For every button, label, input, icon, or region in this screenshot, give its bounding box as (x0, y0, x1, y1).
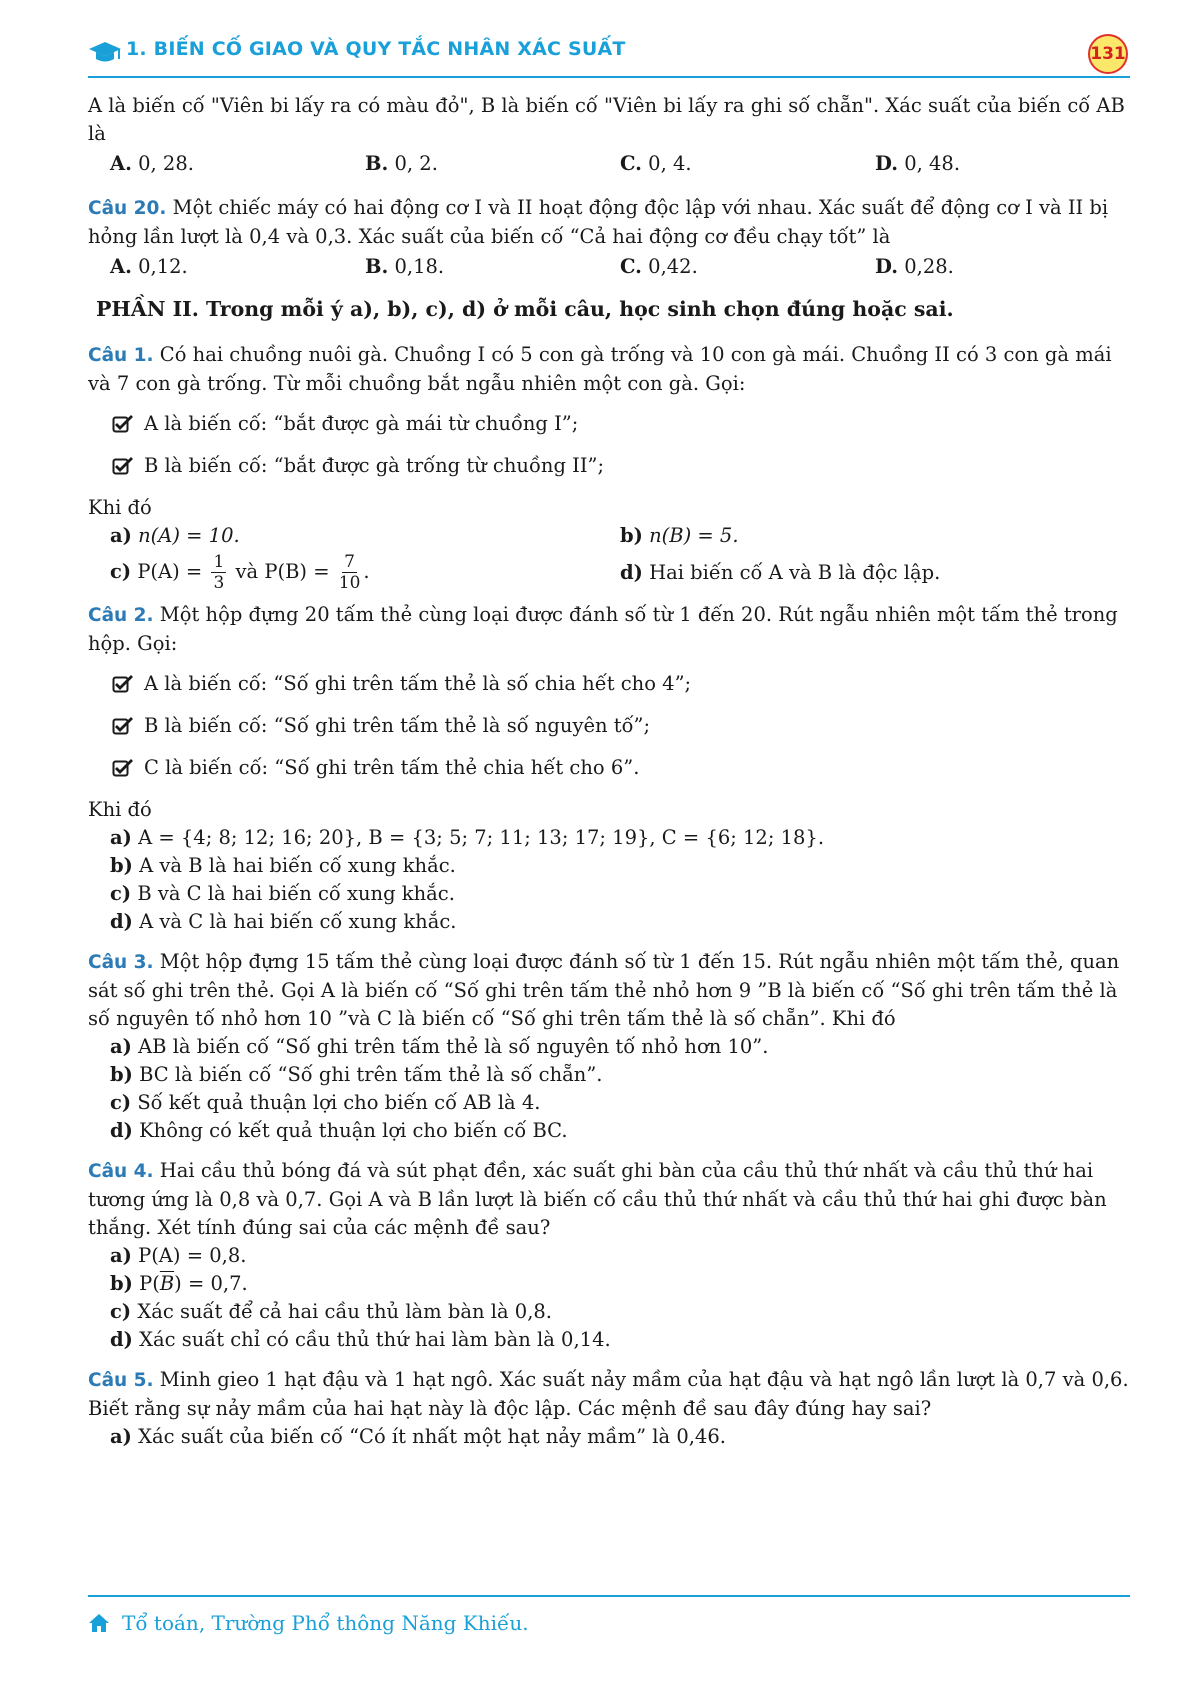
option-d: D. 0,28. (875, 255, 954, 278)
page-number-badge: 131 (1088, 34, 1128, 74)
intro-question: A là biến cố "Viên bi lấy ra có màu đỏ", B là biến cố "Viên bi lấy ra ghi số chẵn". Xác suất của biến cố AB là (88, 94, 1125, 145)
footer-text: Tổ toán, Trường Phổ thông Năng Khiếu. (122, 1611, 529, 1635)
statement-c: c) Số kết quả thuận lợi cho biến cố AB là 4. (110, 1091, 541, 1114)
bullet-item: B là biến cố: “bắt được gà trống từ chuồng II”; (112, 452, 1130, 480)
statement-c: c) B và C là hai biến cố xung khắc. (110, 882, 455, 905)
statement-b: b) A và B là hai biến cố xung khắc. (110, 854, 456, 877)
khi-do-label: Khi đó (88, 798, 152, 821)
part-2-heading: PHẦN II. Trong mỗi ý a), b), c), d) ở mỗi câu, học sinh chọn đúng hoặc sai. (96, 297, 954, 321)
option-c: C. 0, 4. (620, 152, 692, 175)
option-a: A. 0,12. (110, 255, 188, 278)
statement-d: d) A và C là hai biến cố xung khắc. (110, 910, 457, 933)
question-1: Câu 1. Có hai chuồng nuôi gà. Chuồng I có 5 con gà trống và 10 con gà mái. Chuồng II có 3 con gà mái và 7 con gà trống. Từ mỗi chuồng bắt ngẫu nhiên một con gà. Gọi: (88, 343, 1112, 395)
checkbox-icon (112, 716, 134, 736)
statement-a: a) Xác suất của biến cố “Có ít nhất một hạt nảy mầm” là 0,46. (110, 1425, 726, 1448)
fraction: $\frac{1}{3}$ (213, 552, 225, 593)
question-2: Câu 2. Một hộp đựng 20 tấm thẻ cùng loại được đánh số từ 1 đến 20. Rút ngẫu nhiên một tấm thẻ trong hộp. Gọi: (88, 603, 1118, 655)
checkbox-icon (112, 414, 134, 434)
question-20-options (110, 253, 1130, 281)
answer-row (110, 552, 1130, 593)
statement-d: d) Hai biến cố A và B là độc lập. (620, 560, 941, 584)
statement-a: a) A = {4; 8; 12; 16; 20}, B = {3; 5; 7; 11; 13; 17; 19}, C = {6; 12; 18}. (110, 826, 825, 849)
statement-c: c) Xác suất để cả hai cầu thủ làm bàn là 0,8. (110, 1300, 553, 1323)
statement-a: a) n(A) = 10. (110, 524, 240, 547)
intro-options (110, 150, 1130, 178)
bullet-item: A là biến cố: “Số ghi trên tấm thẻ là số chia hết cho 4”; (112, 670, 1130, 698)
question-20: Câu 20. Một chiếc máy có hai động cơ I và II hoạt động độc lập với nhau. Xác suất để động cơ I và II bị hỏng lần lượt là 0,4 và 0,3. Xác suất của biến cố “Cả hai động cơ đều chạy tốt” là (88, 196, 1109, 248)
statement-b: b) n(B) = 5. (620, 524, 739, 547)
statement-c: c) P(A) = $\frac{1}{3}$ và P(B) = $\frac{7}{10}$ . (110, 552, 370, 593)
bullet-item: C là biến cố: “Số ghi trên tấm thẻ chia hết cho 6”. (112, 754, 1130, 782)
question-4: Câu 4. Hai cầu thủ bóng đá và sút phạt đền, xác suất ghi bàn của cầu thủ thứ nhất và cầu thủ thứ hai tương ứng là 0,8 và 0,7. Gọi A và B lần lượt là biến cố cầu thủ thứ nhất và cầu thủ thứ hai ghi được bàn thắng. Xét tính đúng sai của các mệnh đề sau? (88, 1159, 1107, 1239)
footer-divider (88, 1595, 1130, 1597)
page-content (88, 92, 1130, 1451)
page-footer (88, 1609, 529, 1637)
graduation-cap-icon (88, 40, 122, 64)
statement-a: a) P(A) = 0,8. (110, 1244, 247, 1267)
bullet-item: A là biến cố: “bắt được gà mái từ chuồng I”; (112, 410, 1130, 438)
option-b: B. 0, 2. (365, 152, 438, 175)
statement-d: d) Không có kết quả thuận lợi cho biến cố BC. (110, 1119, 568, 1142)
fraction: $\frac{7}{10}$ (338, 552, 361, 593)
answer-row (110, 522, 1130, 550)
option-d: D. 0, 48. (875, 152, 961, 175)
option-c: C. 0,42. (620, 255, 698, 278)
khi-do-label: Khi đó (88, 496, 152, 519)
question-5: Câu 5. Minh gieo 1 hạt đậu và 1 hạt ngô. Xác suất nảy mầm của hạt đậu và hạt ngô lần lượt là 0,7 và 0,6. Biết rằng sự nảy mầm của hai hạt này là độc lập. Các mệnh đề sau đây đúng hay sai? (88, 1368, 1129, 1420)
header-divider (88, 76, 1130, 78)
question-3: Câu 3. Một hộp đựng 15 tấm thẻ cùng loại được đánh số từ 1 đến 15. Rút ngẫu nhiên một tấm thẻ, quan sát số ghi trên thẻ. Gọi A là biến cố “Số ghi trên tấm thẻ nhỏ hơn 9 ”B là biến cố “Số ghi trên tấm thẻ là số nguyên tố nhỏ hơn 10 ”và C là biến cố “Số ghi trên tấm thẻ là số chẵn”. Khi đó (88, 950, 1120, 1030)
bullet-item: B là biến cố: “Số ghi trên tấm thẻ là số nguyên tố”; (112, 712, 1130, 740)
statement-a: a) AB là biến cố “Số ghi trên tấm thẻ là số nguyên tố nhỏ hơn 10”. (110, 1035, 769, 1058)
statement-b: b) $P(\overline{B}) = 0,7$. (110, 1272, 248, 1295)
statement-d: d) Xác suất chỉ có cầu thủ thứ hai làm bàn là 0,14. (110, 1328, 611, 1351)
option-b: B. 0,18. (365, 255, 445, 278)
statement-b: b) BC là biến cố “Số ghi trên tấm thẻ là số chẵn”. (110, 1063, 603, 1086)
page-header (88, 34, 1128, 76)
section-title: 1. BIẾN CỐ GIAO VÀ QUY TẮC NHÂN XÁC SUẤT (126, 38, 626, 60)
home-icon (88, 1613, 110, 1633)
checkbox-icon (112, 758, 134, 778)
option-a: A. 0, 28. (110, 152, 194, 175)
checkbox-icon (112, 674, 134, 694)
checkbox-icon (112, 456, 134, 476)
